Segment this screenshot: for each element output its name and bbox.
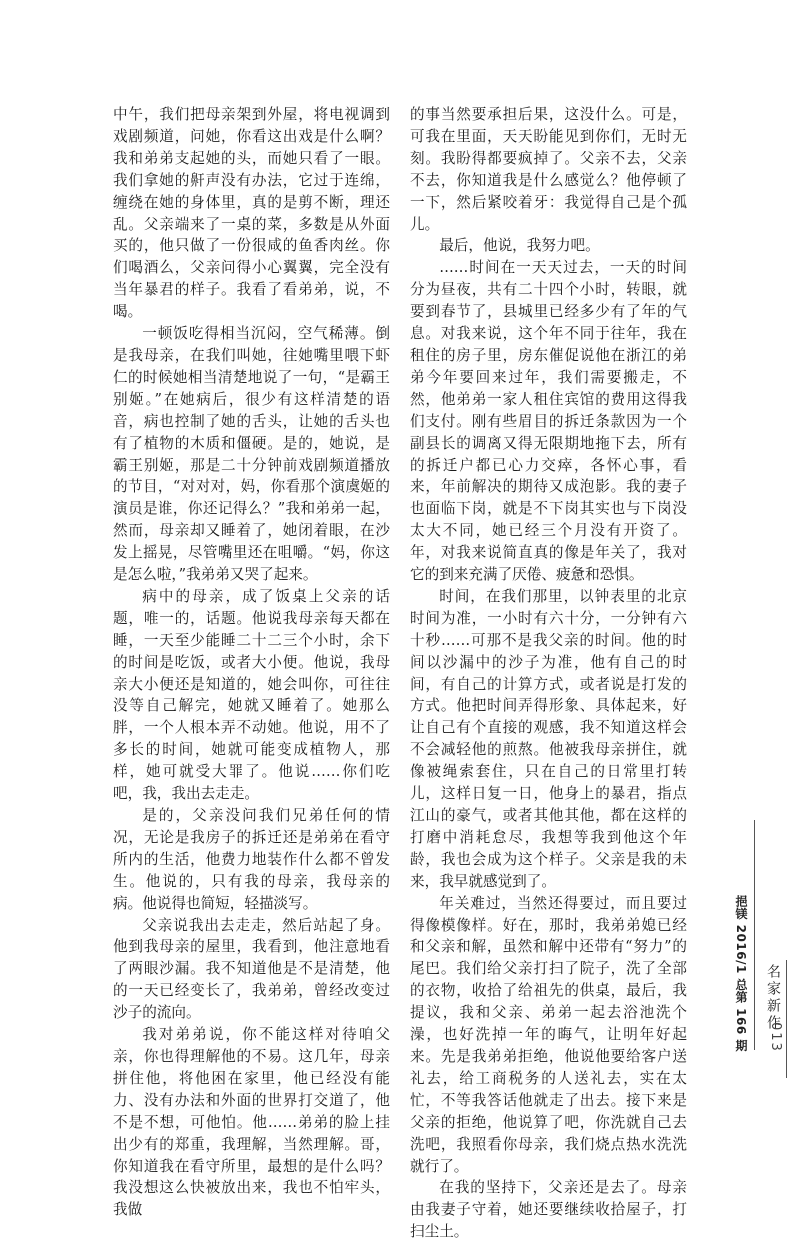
- paragraph: 时间，在我们那里，以钟表里的北京时间为准，一小时有六十分，一分钟有六十秒……可那不是我父亲的时间。他的时间以沙漏中的沙子为准，他有自己的时间，有自己的计算方式，或者说是打发的方式。他把时间弄得形象、具体起来，好让自己有个直接的观感，我不知道这样会不会减轻他的煎熬。他被我母亲拼住，就像被绳索套住，只在自己的日常里打转儿，这样日复一日，他身上的暴君，指点江山的豪气，或者其他其他，都在这样的打磨中消耗怠尽，我想等我到他这个年龄，我也会成为这个样子。父亲是我的未来，我早就感觉到了。: [410, 587, 687, 890]
- paragraph: ……时间在一天天过去，一天的时间分为昼夜，共有二十四个小时，转眼，就要到春节了，县城里已经多少有了年的气息。对我来说，这个年不同于往年，我在租住的房子里，房东催促说他在浙江的弟弟今年要回来过年，我们需要搬走，不然，他弟弟一家人租住宾馆的费用这得我们支付。刚有些眉目的拆迁条款因为一个副县长的调离又得无限期地拖下去，所有的拆迁户都已心力交瘁，各怀心事，看来，年前解决的期待又成泡影。我的妻子也面临下岗，就是不下岗其实也与下岗没太大不同，她已经三个月没有开资了。年，对我来说简直真的像是年关了，我对它的到来充满了厌倦、疲惫和恐惧。: [410, 259, 687, 584]
- paragraph: 一顿饭吃得相当沉闷，空气稀薄。倒是我母亲，在我们叫她，往她嘴里喂下虾仁的时候她相当清楚地说了一句，“是霸王别姬。”在她病后，很少有这样清楚的语音，病也控制了她的舌头，让她的舌头也有了植物的木质和僵硬。是的，她说，是霸王别姬，那是二十分钟前戏剧频道播放的节目，“对对对，妈，你看那个演虞姬的演员是谁，你还记得么？”我和弟弟一起，然而，母亲却又睡着了，她闭着眼，在沙发上摇晃，尽管嘴里还在咀嚼。“妈，你这是怎么啦，”我弟弟又哭了起来。: [113, 325, 390, 584]
- paragraph: 我对弟弟说，你不能这样对待咱父亲，你也得理解他的不易。这几年，母亲拼住他，将他困在家里，他已经没有能力、没有办法和外面的世界打交道了，他不是不想，可他怕。他……弟弟的脸上挂出少有的郑重，我理解，当然理解。哥，你知道我在看守所里，最想的是什么吗？我没想这么快被放出来，我也不怕牢头，我做: [113, 1026, 390, 1219]
- paragraph: 中午，我们把母亲架到外屋，将电视调到戏剧频道，问她，你看这出戏是什么啊？我和弟弟支起她的头，而她只看了一眼。我们拿她的鼾声没有办法，它过于连绵，缠绕在她的身体里，真的是剪不断，理还乱。父亲端来了一桌的菜，多数是从外面买的，他只做了一份很咸的鱼香肉丝。你们喝酒么，父亲问得小心翼翼，完全没有当年暴君的样子。我看了看弟弟，说，不喝。: [113, 106, 390, 321]
- issue-info: 挹镁 2016/1 总第 166 期: [734, 895, 748, 1052]
- page-sidebar: [730, 0, 794, 1078]
- paragraph: 是的，父亲没问我们兄弟任何的情况，无论是我房子的拆迁还是弟弟在看守所内的生活，他费力地装作什么都不曾发生。他说的，只有我的母亲，我母亲的病。他说得也简短，轻描淡写。: [113, 807, 390, 912]
- text-column-left: [113, 104, 390, 1221]
- paragraph: 病中的母亲，成了饭桌上父亲的话题，唯一的，话题。他说我母亲每天都在睡，一天至少能睡二十二三个小时，余下的时间是吃饭，或者大小便。他说，我母亲大小便还是知道的，她会叫你，可往往没等自己解完，她就又睡着了。她那么胖，一个人根本弄不动她。他说，用不了多长的时间，她就可能变成植物人，那样，她可就受大罪了。他说……你们吃吧，我，我出去走走。: [113, 587, 390, 803]
- paragraph: 父亲说我出去走走，然后站起了身。他到我母亲的屋里，我看到，他注意地看了两眼沙漏。我不知道他是不是清楚，他的一天已经变长了，我弟弟，曾经改变过沙子的流向。: [113, 916, 390, 1022]
- sidebar-divider: [754, 820, 755, 1050]
- paragraph: 最后，他说，我努力吧。: [439, 237, 600, 255]
- sidebar-divider: [786, 960, 787, 1078]
- paragraph: 在我的坚持下，父亲还是去了。母亲由我妻子守着，她还要继续收拾屋子，打扫尘土。: [410, 1179, 687, 1241]
- page-number: 013: [768, 1022, 783, 1053]
- paragraph: 年关难过，当然还得要过，而且要过得像模像样。好在，那时，我弟弟媳已经和父亲和解，虽然和解中还带有“努力”的尾巴。我们给父亲打扫了院子，洗了全部的衣物，收拾了给祖先的供桌，最后，我提议，我和父亲、弟弟一起去浴池洗个澡，也好洗掉一年的晦气，让明年好起来。先是我弟弟拒绝，他说他要给客户送礼去，给工商税务的人送礼去，实在太忙，不等我答话他就走了出去。接下来是父亲的拒绝，他说算了吧，你洗就自己去洗吧，我照看你母亲，我们烧点热水洗洗就行了。: [410, 894, 687, 1175]
- paragraph: 的事当然要承担后果，这没什么。可是，可我在里面，天天盼能见到你们，无时无刻。我盼得都要疯掉了。父亲不去，父亲不去，你知道我是什么感觉么？他停顿了一下，然后紧咬着牙：我觉得自己是个孤儿。: [410, 106, 687, 233]
- text-column-right: [410, 104, 687, 1243]
- column-name: 名家新作: [765, 964, 781, 1032]
